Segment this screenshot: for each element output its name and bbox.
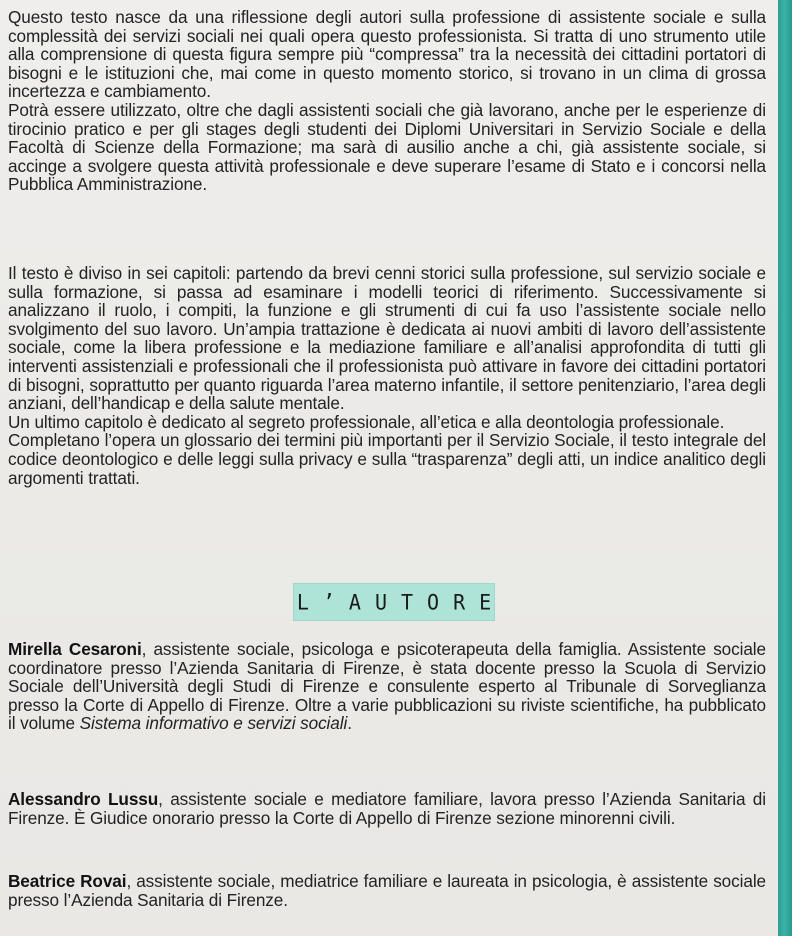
- contents-section: [8, 264, 766, 487]
- author-heading-banner: [293, 583, 506, 621]
- author-bio-lussu: [8, 790, 766, 827]
- author-name: Beatrice Rovai: [8, 871, 127, 891]
- author-heading: L’AUTORE: [296, 589, 506, 615]
- book-title: Sistema informativo e servizi sociali: [79, 713, 348, 734]
- intro-paragraph-1: Questo testo nasce da una riflessione degli autori sulla professione di assistente sociale e sulla complessità dei servizi sociali nei quali opera questo professionista. Si tratta di uno strumento utile alla comprensione di questa figura sempre più “compressa” tra la necessità dei cittadini portatori di bisogni e le istituzioni che, mai come in questo momento storico, si trovano in un clima di grossa incertezza e cambiamento.: [8, 7, 766, 102]
- intro-section: [8, 8, 766, 194]
- author-bio-text: , assistente sociale e mediatore familiare, lavora presso l’Azienda Sanitaria di Firenze. È Giudice onorario presso la Corte di Appello di Firenze sezione minorenni civili.: [8, 789, 766, 828]
- author-bio-end: .: [347, 713, 352, 734]
- author-bio-text: , assistente sociale, mediatrice familiare e laureata in psicologia, è assistente sociale presso l’Azienda Sanitaria di Firenze.: [8, 871, 766, 910]
- author-bio-rovai: [8, 872, 766, 909]
- intro-paragraph-2: Potrà essere utilizzato, oltre che dagli assistenti sociali che già lavorano, anche per le esperienze di tirocinio pratico e per gli stages degli studenti dei Diplomi Universitari in Servizio Sociale e della Facoltà di Scienze della Formazione; ma sarà di ausilio anche a chi, già assistente sociale, si accinge a svolgere questa attività professionale e deve superare l’esame di Stato e i concorsi nella Pubblica Amministrazione.: [8, 99, 766, 195]
- contents-paragraph-2: Un ultimo capitolo è dedicato al segreto professionale, all’etica e alla deontologia professionale.: [8, 411, 725, 432]
- contents-paragraph-3: Completano l’opera un glossario dei termini più importanti per il Servizio Sociale, il testo integrale del codice deontologico e delle leggi sulla privacy e sulla “trasparenza” degli atti, un indice analitico degli argomenti trattati.: [8, 430, 766, 488]
- author-name: Alessandro Lussu: [8, 789, 159, 809]
- cover-edge-strip: [778, 0, 792, 936]
- author-name: Mirella Cesaroni: [8, 639, 142, 659]
- contents-paragraph-1: Il testo è diviso in sei capitoli: partendo da brevi cenni storici sulla professione, sul servizio sociale e sulla formazione, si passa ad esaminare i modelli teorici di riferimento. Successivamente si analizzano il ruolo, i compiti, la funzione e gli strumenti di cui fa uso l’assistente sociale nello svolgimento del suo lavoro. Un’ampia trattazione è dedicata ai nuovi ambiti di lavoro dell’assistente sociale, come la libera professione e la mediazione familiare e all’analisi approfondita di tutti gli interventi assistenziali e professionali che il professionista può attivare in favore dei cittadini portatori di bisogni, soprattutto per quanto riguarda l’area materno infantile, il settore penitenziario, l’area degli anziani, dell’handicap e della salute mentale.: [8, 263, 766, 414]
- author-bio-cesaroni: [8, 640, 766, 733]
- author-bio-text: , assistente sociale, psicologa e psicoterapeuta della famiglia. Assistente sociale coordinatore presso l’Azienda Sanitaria di Firenze, è stata docente presso la Scuola di Servizio Sociale dell’Università degli Studi di Firenze e consulente esperto al Tribunale di Sorveglianza presso la Corte di Appello di Firenze. Oltre a varie pubblicazioni su riviste scientifiche, ha pubblicato il volume: [8, 639, 766, 734]
